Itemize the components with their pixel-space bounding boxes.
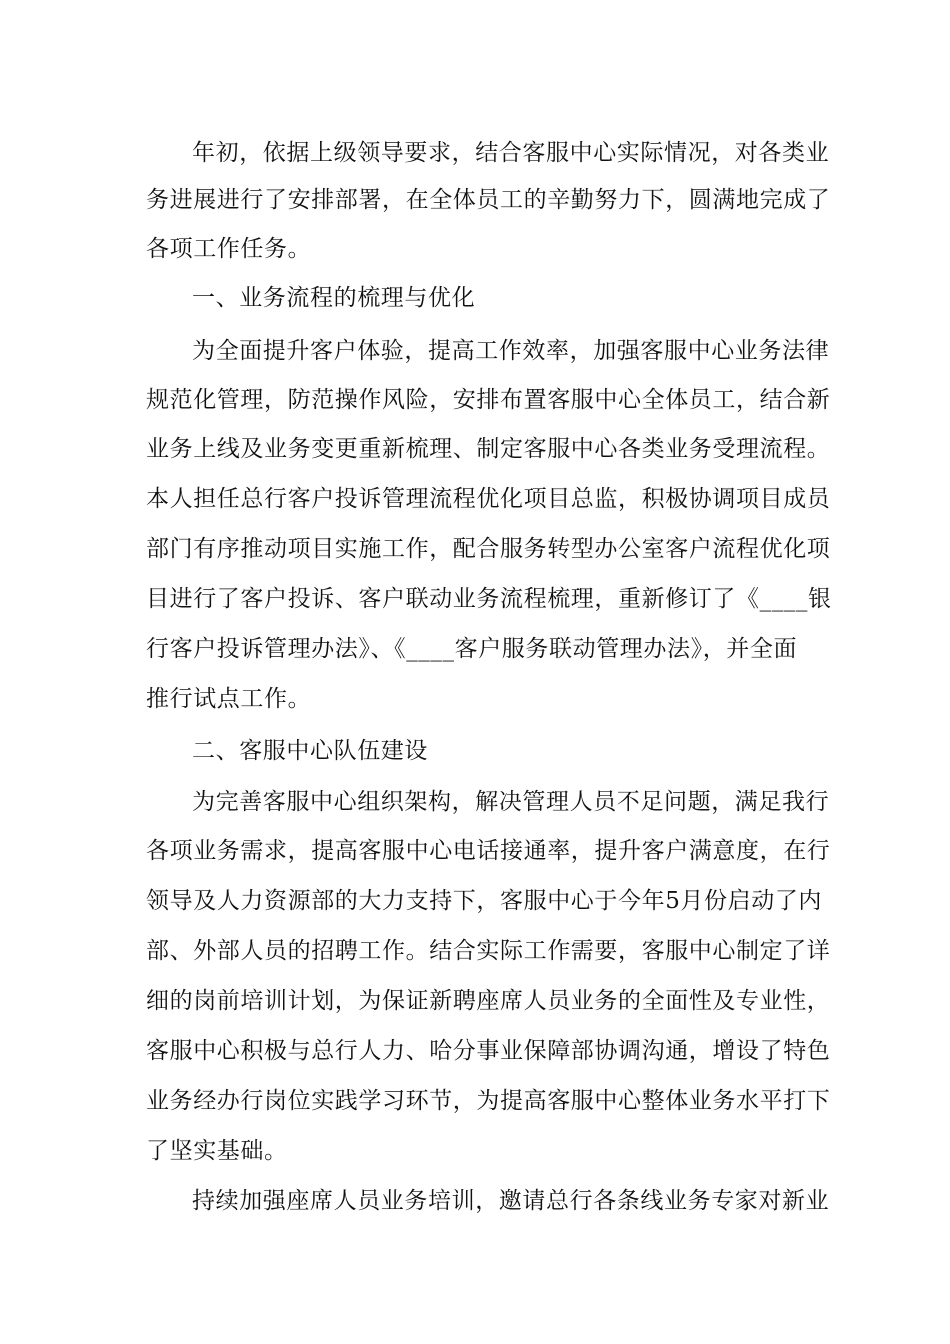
paragraph-process-line-1: 为全面提升客户体验，提高工作效率，加强客服中心业务法律 <box>192 338 830 364</box>
paragraph-intro-line-3: 各项工作任务。 <box>146 236 312 262</box>
paragraph-team-line-3: 领导及人力资源部的大力支持下，客服中心于今年5月份启动了内 <box>146 888 823 914</box>
paragraph-process-line-3: 业务上线及业务变更重新梳理、制定客服中心各类业务受理流程。 <box>146 436 831 462</box>
paragraph-process-line-7: 行客户投诉管理办法》、《____客户服务联动管理办法》，并全面 <box>146 636 798 662</box>
paragraph-intro-line-2: 务进展进行了安排部署，在全体员工的辛勤努力下，圆满地完成了 <box>146 187 831 213</box>
paragraph-team-line-4: 部、外部人员的招聘工作。结合实际工作需要，客服中心制定了详 <box>146 938 831 964</box>
paragraph-team-line-7: 业务经办行岗位实践学习环节，为提高客服中心整体业务水平打下 <box>146 1088 831 1114</box>
paragraph-team-line-5: 细的岗前培训计划，为保证新聘座席人员业务的全面性及专业性， <box>146 988 831 1014</box>
paragraph-team-line-2: 各项业务需求，提高客服中心电话接通率，提升客户满意度，在行 <box>146 838 831 864</box>
paragraph-process-line-5: 部门有序推动项目实施工作，配合服务转型办公室客户流程优化项 <box>146 536 831 562</box>
paragraph-team-line-8: 了坚实基础。 <box>146 1138 288 1164</box>
paragraph-team-line-1: 为完善客服中心组织架构，解决管理人员不足问题，满足我行 <box>192 789 830 815</box>
paragraph-process-line-6: 目进行了客户投诉、客户联动业务流程梳理，重新修订了《____银 <box>146 586 832 612</box>
paragraph-process-line-2: 规范化管理，防范操作风险，安排布置客服中心全体员工，结合新 <box>146 387 831 413</box>
section-heading-1: 一、业务流程的梳理与优化 <box>192 285 476 311</box>
paragraph-process-line-4: 本人担任总行客户投诉管理流程优化项目总监，积极协调项目成员 <box>146 486 831 512</box>
section-heading-2: 二、客服中心队伍建设 <box>192 738 428 764</box>
paragraph-intro-line-1: 年初，依据上级领导要求，结合客服中心实际情况，对各类业 <box>192 140 830 166</box>
paragraph-team-line-6: 客服中心积极与总行人力、哈分事业保障部协调沟通，增设了特色 <box>146 1038 831 1064</box>
paragraph-process-line-8: 推行试点工作。 <box>146 686 312 712</box>
paragraph-training-line-1: 持续加强座席人员业务培训，邀请总行各条线业务专家对新业 <box>192 1188 830 1214</box>
